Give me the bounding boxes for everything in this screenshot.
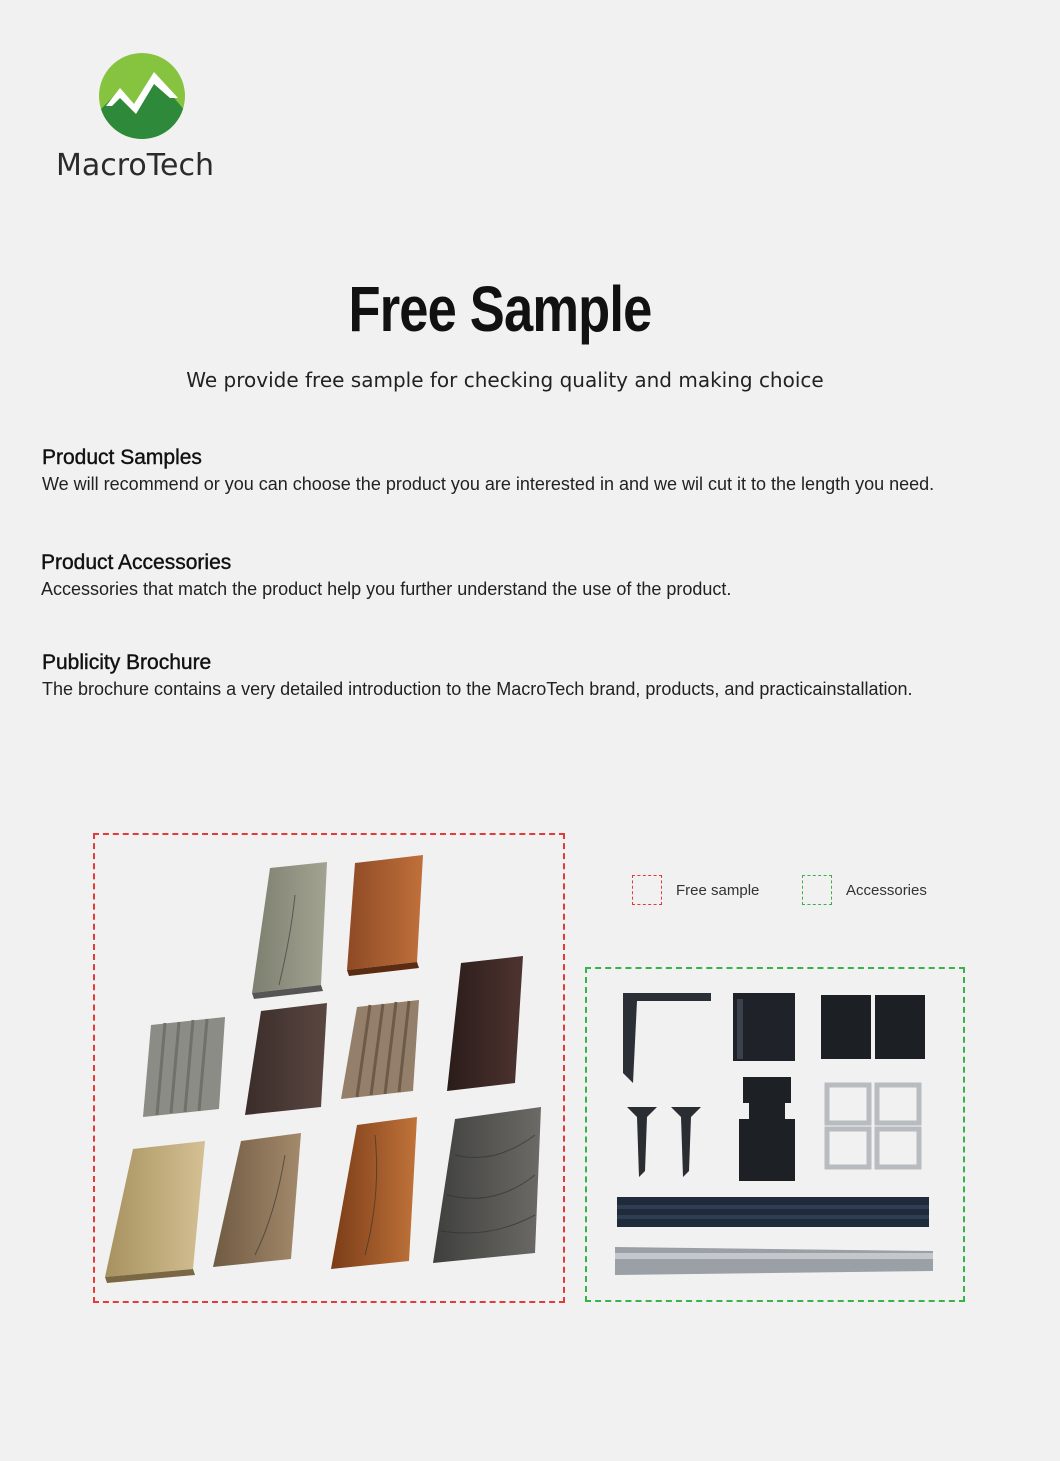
legend-label: Free sample bbox=[676, 881, 760, 899]
legend-accessories bbox=[802, 874, 927, 906]
section-heading: Product Accessories bbox=[41, 551, 232, 574]
legend-free-sample bbox=[632, 874, 759, 906]
accessories-illustration bbox=[587, 969, 963, 1300]
accessories-box bbox=[585, 967, 965, 1302]
mountain-logo-icon bbox=[98, 52, 186, 140]
section-publicity-brochure bbox=[42, 651, 1042, 700]
dashed-square-icon bbox=[632, 875, 662, 905]
board-samples-illustration bbox=[95, 835, 563, 1301]
section-product-accessories bbox=[41, 551, 1041, 600]
dashed-square-icon bbox=[802, 875, 832, 905]
legend-label: Accessories bbox=[846, 881, 927, 899]
section-text: We will recommend or you can choose the product you are interested in and we wil cut it to the length you need. bbox=[42, 474, 935, 494]
section-product-samples bbox=[42, 446, 1042, 495]
section-heading: Publicity Brochure bbox=[42, 651, 212, 674]
section-heading: Product Samples bbox=[42, 446, 202, 469]
section-text: Accessories that match the product help you further understand the use of the product. bbox=[41, 579, 732, 599]
free-sample-box bbox=[93, 833, 565, 1303]
section-text: The brochure contains a very detailed introduction to the MacroTech brand, products, and practicainstallation. bbox=[42, 679, 913, 699]
brand-logo bbox=[56, 52, 232, 192]
page-title: Free Sample bbox=[348, 273, 652, 345]
brand-name: MacroTech bbox=[56, 148, 214, 183]
page-subtitle: We provide free sample for checking quality and making choice bbox=[186, 368, 824, 392]
